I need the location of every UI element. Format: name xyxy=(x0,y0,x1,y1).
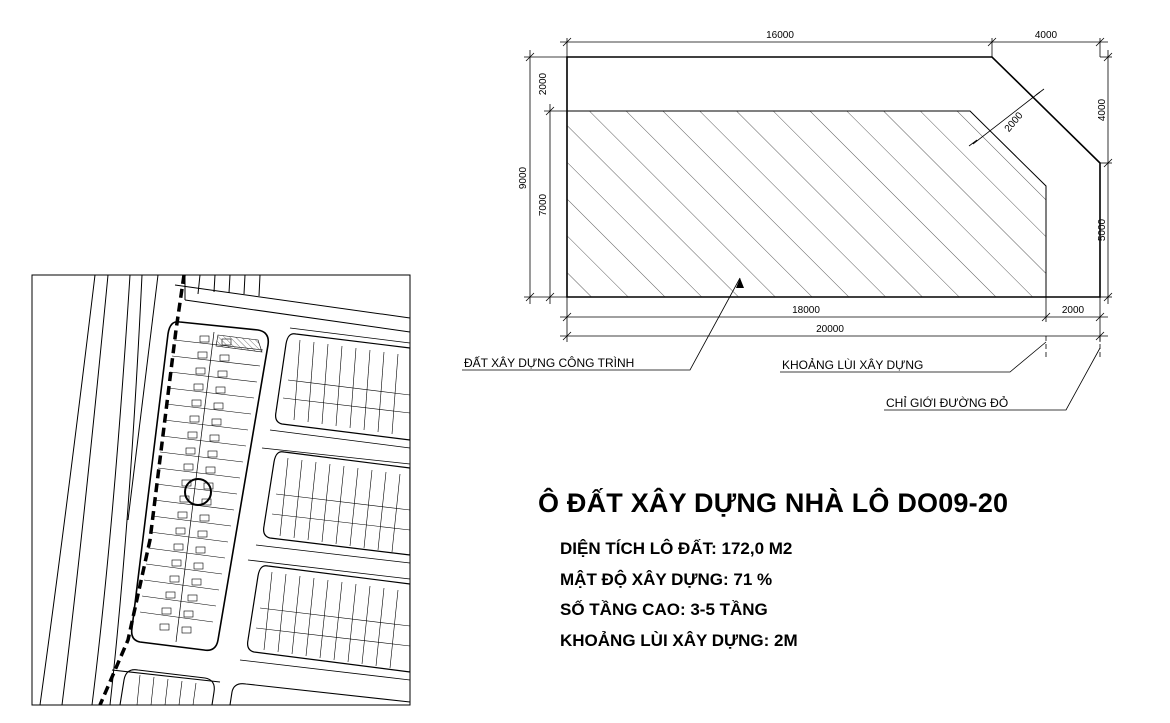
dim-left-inner: 7000 xyxy=(538,193,549,217)
dim-diag-setback: 2000 xyxy=(1002,110,1026,135)
building-footprint xyxy=(567,111,1046,297)
bottom-dimension-lines xyxy=(560,297,1108,342)
info-density: MẬT ĐỘ XÂY DỰNG: 71 % xyxy=(560,570,773,589)
dim-top-corner: 4000 xyxy=(1034,30,1058,41)
legend-setback-line: KHOẢNG LÙI XÂY DỰNG xyxy=(782,358,924,372)
dim-left-top: 2000 xyxy=(538,72,549,96)
legend-building-land: ĐẤT XÂY DỰNG CÔNG TRÌNH xyxy=(464,356,635,370)
lot-title: Ô ĐẤT XÂY DỰNG NHÀ LÔ DO09-20 xyxy=(538,488,1009,518)
dim-right-bottom: 5000 xyxy=(1097,218,1108,242)
dim-left-total: 9000 xyxy=(518,166,529,190)
dim-right-top: 4000 xyxy=(1097,98,1108,122)
info-setback: KHOẢNG LÙI XÂY DỰNG: 2M xyxy=(560,631,798,650)
info-area: DIỆN TÍCH LÔ ĐẤT: 172,0 M2 xyxy=(560,539,793,558)
dim-bottom-setback: 2000 xyxy=(1061,305,1085,316)
legend-red-boundary: CHỈ GIỚI ĐƯỜNG ĐỎ xyxy=(886,396,1009,410)
dim-bottom-inner: 18000 xyxy=(792,305,820,316)
dim-top-main: 16000 xyxy=(766,30,794,41)
right-dimension-lines xyxy=(1100,50,1112,304)
dim-bottom-total: 20000 xyxy=(816,324,844,335)
top-dimension-line xyxy=(560,38,1108,57)
info-floors: SỐ TẦNG CAO: 3-5 TẦNG xyxy=(560,600,768,619)
